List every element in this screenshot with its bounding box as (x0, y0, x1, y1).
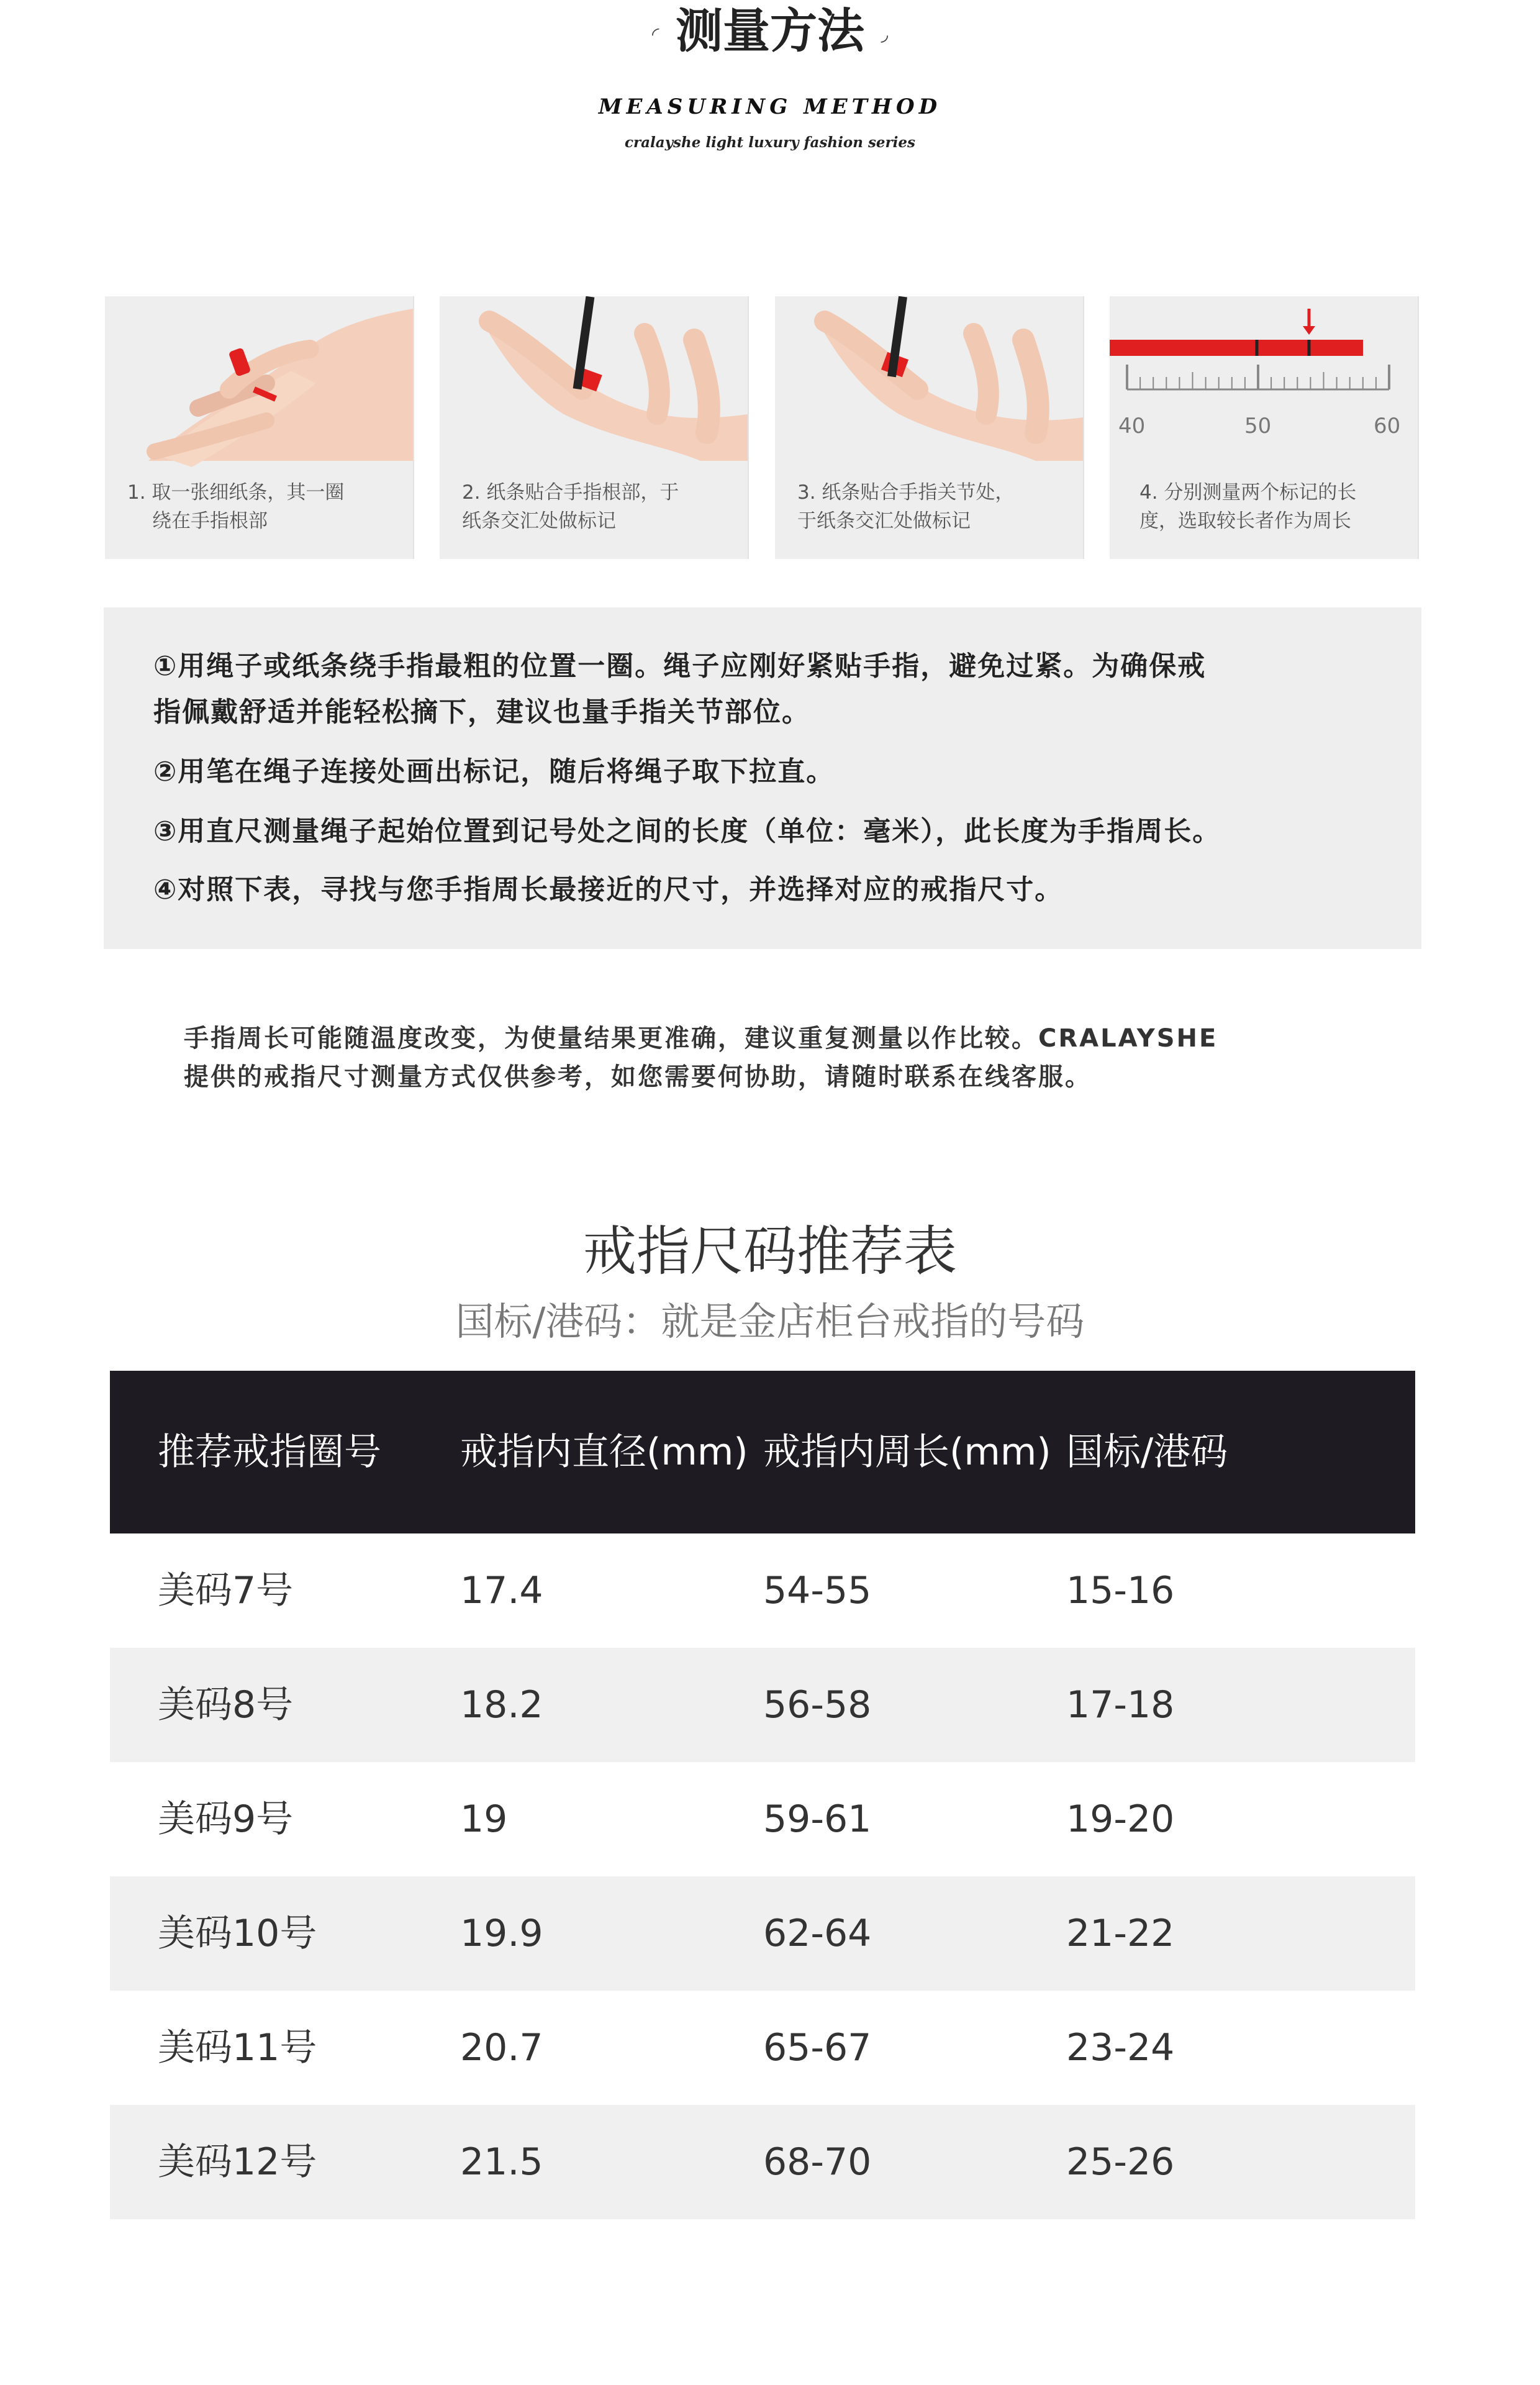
ruler-scale (1127, 365, 1389, 389)
cell-ring-size: 美码9号 (158, 1797, 294, 1841)
instruction-3: ③用直尺测量绳子起始位置到记号处之间的长度（单位：毫米），此长度为手指周长。 (153, 815, 1221, 847)
ruler-label-40: 40 (1118, 414, 1146, 438)
ruler-label-60: 60 (1374, 414, 1401, 438)
table-row (110, 1533, 1415, 1648)
size-table-header (110, 1371, 1415, 1533)
english-subtitle: MEASURING METHOD (598, 94, 942, 119)
column-header-ring-size: 推荐戒指圈号 (158, 1430, 381, 1474)
step-caption-2 (462, 478, 735, 535)
instruction-1a: ①用绳子或纸条绕手指最粗的位置一圈。绳子应刚好紧贴手指，避免过紧。为确保戒 (153, 650, 1207, 682)
step-caption-line: 4. 分别测量两个标记的长 (1139, 481, 1357, 504)
step-card-3 (775, 296, 1084, 559)
brand-tagline: cralayshe light luxury fashion series (625, 134, 915, 151)
cell-ring-size: 美码11号 (158, 2026, 317, 2069)
title-left-decoration: ◜ (651, 24, 659, 45)
step-card-1 (105, 296, 414, 559)
instruction-2: ②用笔在绳子连接处画出标记，随后将绳子取下拉直。 (153, 756, 835, 788)
cell-inner-diameter: 18.2 (460, 1683, 543, 1727)
table-row (110, 2105, 1415, 2219)
size-table-subtitle: 国标/港码：就是金店柜台戒指的号码 (455, 1299, 1085, 1344)
step-caption-1 (127, 478, 401, 535)
cell-national-hk-size: 23-24 (1066, 2026, 1175, 2069)
step-caption-line: 2. 纸条贴合手指根部，于 (462, 481, 679, 504)
cell-national-hk-size: 25-26 (1066, 2140, 1175, 2184)
cell-ring-size: 美码8号 (158, 1683, 294, 1727)
cell-inner-circumference: 59-61 (763, 1797, 872, 1841)
step-caption-4 (1139, 478, 1405, 535)
size-table-title: 戒指尺码推荐表 (583, 1220, 957, 1283)
instruction-4: ④对照下表，寻找与您手指周长最接近的尺寸，并选择对应的戒指尺寸。 (153, 874, 1064, 906)
step-caption-line: 纸条交汇处做标记 (462, 510, 616, 532)
page-title (0, 0, 1540, 62)
arrow-head-icon (1303, 326, 1315, 335)
step-caption-line: 3. 纸条贴合手指关节处， (797, 481, 1015, 504)
cell-inner-circumference: 56-58 (763, 1683, 872, 1727)
column-header-inner-circumference: 戒指内周长(mm) (763, 1430, 1051, 1474)
cell-inner-diameter: 19 (460, 1797, 508, 1841)
title-right-decoration: ◞ (881, 24, 889, 45)
table-row (110, 1876, 1415, 1991)
cell-national-hk-size: 21-22 (1066, 1912, 1175, 1955)
table-row (110, 1762, 1415, 1876)
measured-strip (1110, 340, 1363, 356)
cell-inner-circumference: 54-55 (763, 1569, 872, 1612)
table-row (110, 1991, 1415, 2105)
cell-ring-size: 美码12号 (158, 2140, 317, 2184)
cell-inner-circumference: 65-67 (763, 2026, 872, 2069)
cell-inner-diameter: 20.7 (460, 2026, 543, 2069)
cell-inner-circumference: 68-70 (763, 2140, 872, 2184)
ruler-label-50: 50 (1244, 414, 1272, 438)
cell-ring-size: 美码10号 (158, 1912, 317, 1955)
instruction-1b: 指佩戴舒适并能轻松摘下，建议也量手指关节部位。 (153, 696, 810, 728)
cell-national-hk-size: 15-16 (1066, 1569, 1175, 1612)
step-caption-3 (797, 478, 1071, 535)
column-header-inner-diameter: 戒指内直径(mm) (460, 1430, 748, 1474)
cell-inner-diameter: 21.5 (460, 2140, 543, 2184)
step-caption-line: 于纸条交汇处做标记 (797, 510, 971, 532)
note-line-2: 提供的戒指尺寸测量方式仅供参考，如您需要何协助，请随时联系在线客服。 (184, 1063, 1092, 1091)
size-table-body (110, 1533, 1415, 2219)
page-title-text: 测量方法 (676, 3, 864, 58)
note-line-1: 手指周长可能随温度改变，为使量结果更准确，建议重复测量以作比较。CRALAYSHE (184, 1024, 1218, 1053)
cell-ring-size: 美码7号 (158, 1569, 294, 1612)
cell-inner-circumference: 62-64 (763, 1912, 872, 1955)
cell-inner-diameter: 19.9 (460, 1912, 543, 1955)
table-row (110, 1648, 1415, 1762)
cell-national-hk-size: 19-20 (1066, 1797, 1175, 1841)
step-caption-line: 绕在手指根部 (152, 510, 268, 532)
step-caption-line: 度，选取较长者作为周长 (1139, 510, 1351, 532)
cell-national-hk-size: 17-18 (1066, 1683, 1175, 1727)
step-caption-line: 1. 取一张细纸条，其一圈 (127, 481, 345, 504)
cell-inner-diameter: 17.4 (460, 1569, 543, 1612)
instructions-panel (104, 607, 1421, 949)
step-card-4 (1110, 296, 1419, 559)
column-header-national-hk-size: 国标/港码 (1066, 1430, 1228, 1474)
step-card-2 (440, 296, 749, 559)
